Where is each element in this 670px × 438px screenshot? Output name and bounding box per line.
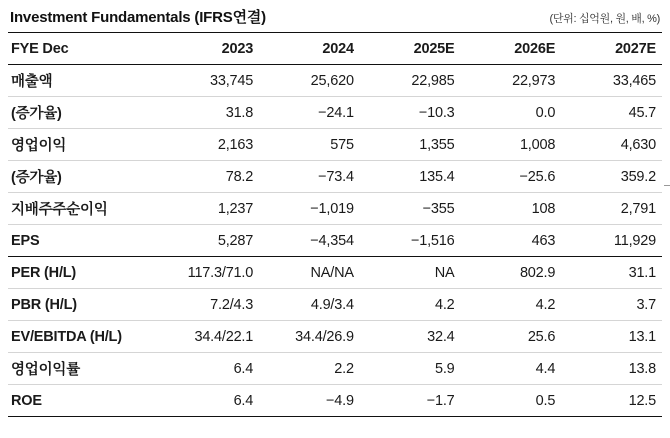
row-value: 78.2 bbox=[225, 168, 254, 185]
row-value: 33,465 bbox=[612, 72, 656, 89]
column-header-2026e: 2026E bbox=[514, 40, 556, 57]
table-body bbox=[8, 65, 662, 417]
row-value: 4.4 bbox=[535, 360, 556, 377]
row-label: 매출액 bbox=[11, 74, 53, 90]
row-value: −25.6 bbox=[519, 168, 556, 185]
row-value: 2,163 bbox=[217, 136, 254, 153]
unit-note: (단위: 십억원, 원, 배, %) bbox=[549, 13, 660, 25]
fundamentals-table bbox=[8, 32, 662, 417]
row-value: 25,620 bbox=[310, 72, 354, 89]
row-value: 34.4/26.9 bbox=[295, 328, 354, 345]
row-value: 359.2 bbox=[620, 168, 656, 185]
table-header bbox=[8, 33, 662, 65]
row-value: −4.9 bbox=[326, 392, 354, 409]
row-value: 1,008 bbox=[519, 136, 556, 153]
row-label: 영업이익 bbox=[11, 138, 67, 154]
table-row bbox=[8, 321, 662, 353]
row-label: (증가율) bbox=[11, 170, 62, 186]
column-header-2025e: 2025E bbox=[413, 40, 455, 57]
row-value: 4.9/3.4 bbox=[310, 296, 354, 313]
column-header-2024: 2024 bbox=[322, 40, 354, 57]
table-row bbox=[8, 97, 662, 129]
table-row bbox=[8, 353, 662, 385]
row-value: −1,516 bbox=[410, 232, 455, 249]
column-header-2027e: 2027E bbox=[615, 40, 656, 57]
row-value: 135.4 bbox=[419, 168, 455, 185]
row-value: 32.4 bbox=[427, 328, 455, 345]
row-label: 영업이익률 bbox=[11, 362, 81, 378]
row-label: ROE bbox=[11, 392, 42, 409]
row-value: 2.2 bbox=[334, 360, 354, 377]
row-value: −10.3 bbox=[418, 104, 455, 121]
row-value: 1,237 bbox=[217, 200, 254, 217]
row-value: −24.1 bbox=[318, 104, 354, 121]
row-value: 45.7 bbox=[628, 104, 656, 121]
table-row bbox=[8, 225, 662, 257]
row-value: 5,287 bbox=[217, 232, 254, 249]
row-value: −355 bbox=[422, 200, 455, 217]
row-value: 4.2 bbox=[535, 296, 556, 313]
row-value: 802.9 bbox=[519, 264, 556, 281]
row-label: PBR (H/L) bbox=[11, 296, 77, 313]
row-value: 463 bbox=[531, 232, 556, 249]
row-label: EPS bbox=[11, 232, 40, 249]
row-label: (증가율) bbox=[11, 106, 62, 122]
row-value: 22,973 bbox=[512, 72, 556, 89]
row-value: 2,791 bbox=[620, 200, 656, 217]
row-value: 34.4/22.1 bbox=[194, 328, 254, 345]
row-value: 0.5 bbox=[535, 392, 556, 409]
row-value: 117.3/71.0 bbox=[187, 264, 254, 281]
row-value: 13.1 bbox=[628, 328, 656, 345]
row-label: PER (H/L) bbox=[11, 264, 77, 281]
page-edge-mark bbox=[664, 185, 670, 186]
row-value: NA/NA bbox=[310, 264, 354, 281]
table-row bbox=[8, 129, 662, 161]
table-row bbox=[8, 193, 662, 225]
table-row bbox=[8, 385, 662, 417]
row-value: −1,019 bbox=[310, 200, 354, 217]
row-value: 5.9 bbox=[434, 360, 455, 377]
table-header-row bbox=[8, 33, 662, 65]
table-row bbox=[8, 65, 662, 97]
row-value: 4.2 bbox=[434, 296, 455, 313]
table-row bbox=[8, 289, 662, 321]
row-value: 31.8 bbox=[225, 104, 254, 121]
row-value: 4,630 bbox=[620, 136, 656, 153]
row-value: 6.4 bbox=[233, 392, 254, 409]
table-row bbox=[8, 257, 662, 289]
column-header-fye: FYE Dec bbox=[11, 40, 69, 57]
row-value: 1,355 bbox=[419, 136, 455, 153]
row-value: 6.4 bbox=[233, 360, 254, 377]
row-value: 108 bbox=[531, 200, 556, 217]
row-value: 12.5 bbox=[628, 392, 656, 409]
row-value: 3.7 bbox=[636, 296, 656, 313]
row-value: 575 bbox=[330, 136, 354, 153]
panel-header bbox=[8, 0, 662, 32]
row-value: 7.2/4.3 bbox=[210, 296, 254, 313]
row-value: 13.8 bbox=[628, 360, 656, 377]
page-title: Investment Fundamentals (IFRS연결) bbox=[10, 9, 266, 26]
column-header-2023: 2023 bbox=[221, 40, 254, 57]
row-label: 지배주주순이익 bbox=[11, 202, 108, 218]
table-row bbox=[8, 161, 662, 193]
row-value: 0.0 bbox=[535, 104, 556, 121]
row-value: 25.6 bbox=[527, 328, 556, 345]
row-value: 33,745 bbox=[209, 72, 254, 89]
row-value: 11,929 bbox=[613, 232, 656, 249]
row-value: 22,985 bbox=[411, 72, 455, 89]
row-value: −1.7 bbox=[426, 392, 455, 409]
row-value: NA bbox=[434, 264, 455, 281]
row-value: −4,354 bbox=[310, 232, 354, 249]
row-value: 31.1 bbox=[628, 264, 656, 281]
row-value: −73.4 bbox=[318, 168, 354, 185]
row-label: EV/EBITDA (H/L) bbox=[11, 328, 122, 345]
